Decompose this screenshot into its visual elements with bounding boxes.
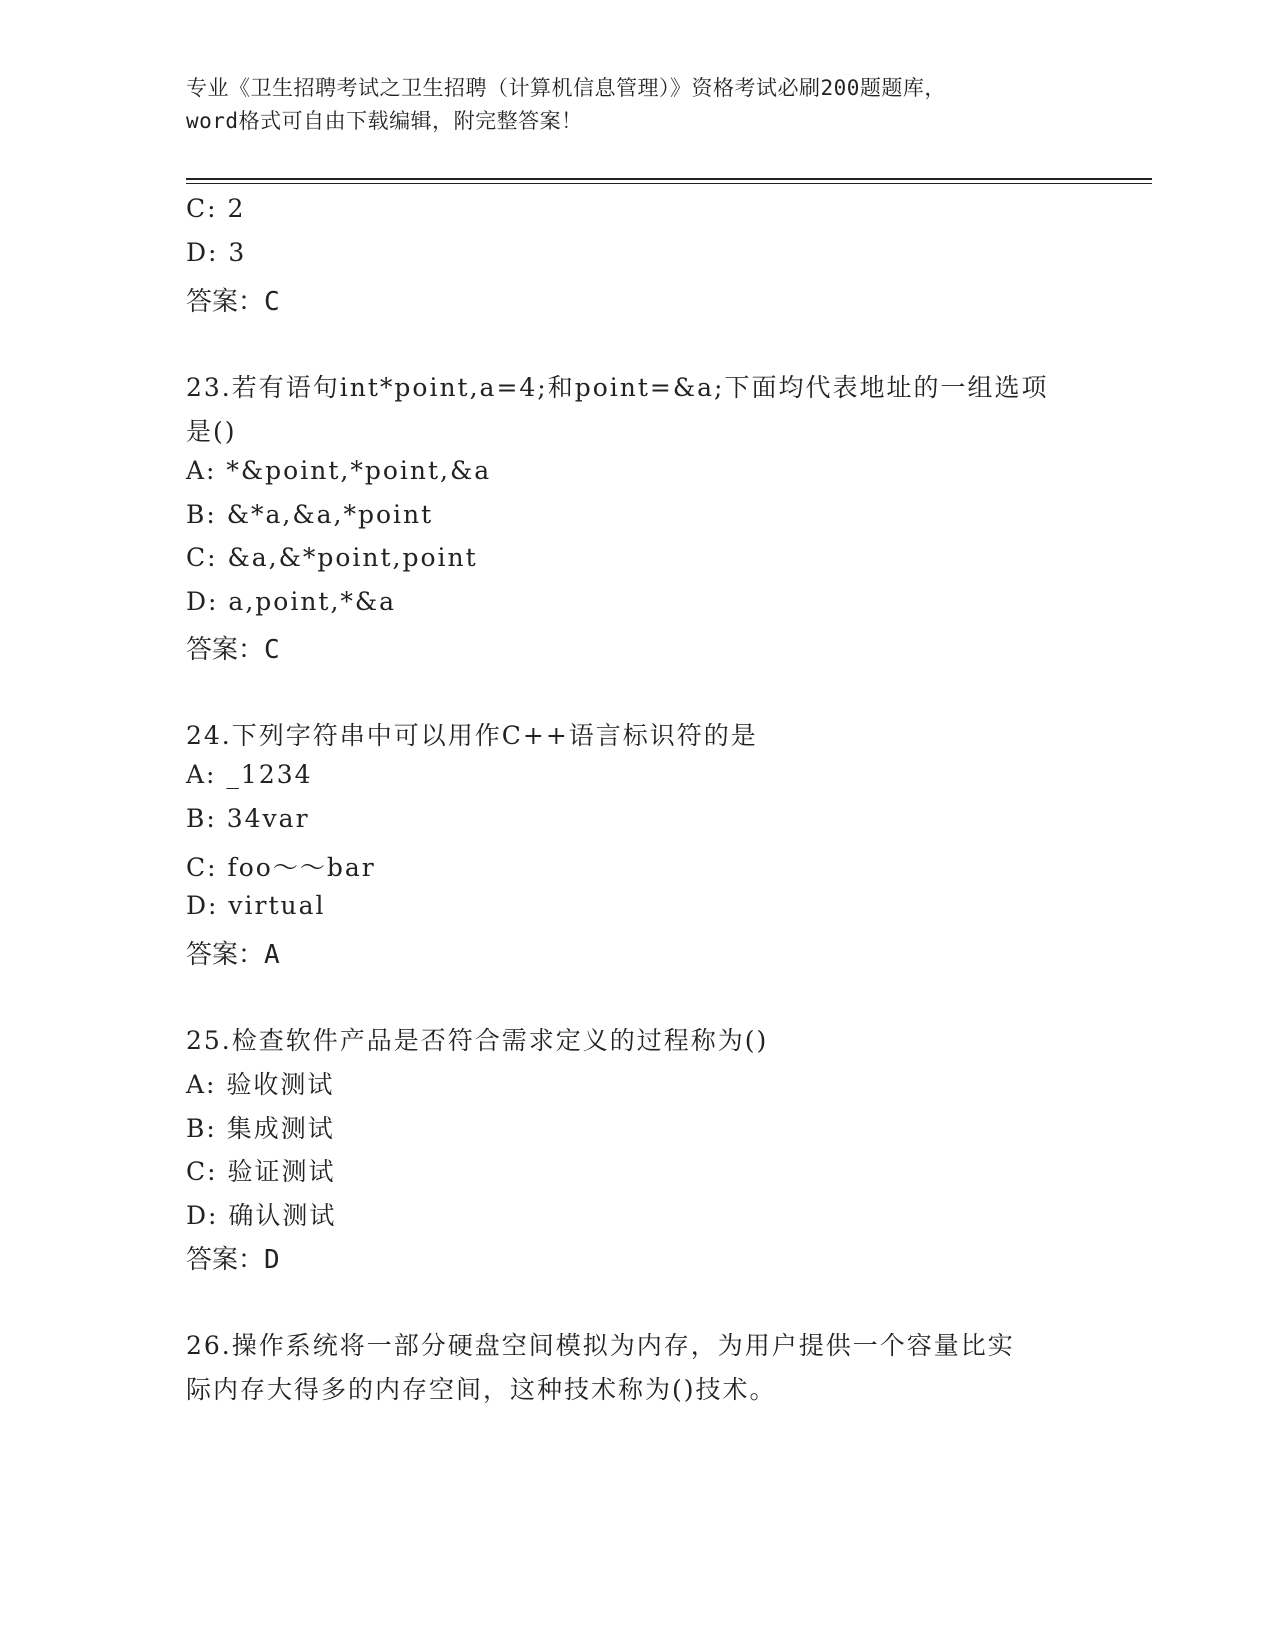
q23-option-d: D: a,point,*&a [186, 587, 397, 616]
q24-option-c: C: foo～～bar [186, 853, 376, 882]
header-line-2: word格式可自由下载编辑，附完整答案！ [186, 109, 583, 133]
q23-option-b: B: &*a,&a,*point [186, 500, 434, 529]
q25-option-d: D: 确认测试 [186, 1201, 337, 1230]
q23-stem-line-2: 是() [186, 417, 237, 446]
header-line-1: 专业《卫生招聘考试之卫生招聘（计算机信息管理）》资格考试必刷200题题库， [186, 76, 946, 100]
document-header [186, 72, 1086, 138]
q23-option-c: C: &a,&*point,point [186, 543, 478, 572]
q25-option-c: C: 验证测试 [186, 1157, 336, 1186]
q25-option-b: B: 集成测试 [186, 1114, 335, 1143]
q23-option-a: A: *&point,*point,&a [186, 456, 492, 485]
header-rule-thin [186, 183, 1152, 184]
q24-option-a: A: _1234 [186, 760, 313, 789]
q24-option-b: B: 34var [186, 804, 310, 833]
q23-answer: 答案：C [186, 635, 280, 665]
prev-option-d: D: 3 [186, 238, 247, 267]
q26-stem-line-2: 际内存大得多的内存空间，这种技术称为()技术。 [186, 1375, 777, 1404]
q26-stem-line-1: 26.操作系统将一部分硬盘空间模拟为内存，为用户提供一个容量比实 [186, 1331, 1015, 1360]
q24-answer: 答案：A [186, 940, 280, 970]
q25-stem-line-1: 25.检查软件产品是否符合需求定义的过程称为() [186, 1026, 769, 1055]
q24-stem-line-1: 24.下列字符串中可以用作C++语言标识符的是 [186, 721, 758, 750]
prev-answer: 答案：C [186, 287, 280, 317]
q25-option-a: A: 验收测试 [186, 1070, 335, 1099]
header-rule-thick [186, 178, 1152, 180]
q23-stem-line-1: 23.若有语句int*point,a=4;和point=&a;下面均代表地址的一组选项 [186, 373, 1049, 402]
q24-option-d: D: virtual [186, 891, 326, 920]
prev-option-c: C: 2 [186, 194, 246, 223]
q25-answer: 答案：D [186, 1245, 280, 1275]
